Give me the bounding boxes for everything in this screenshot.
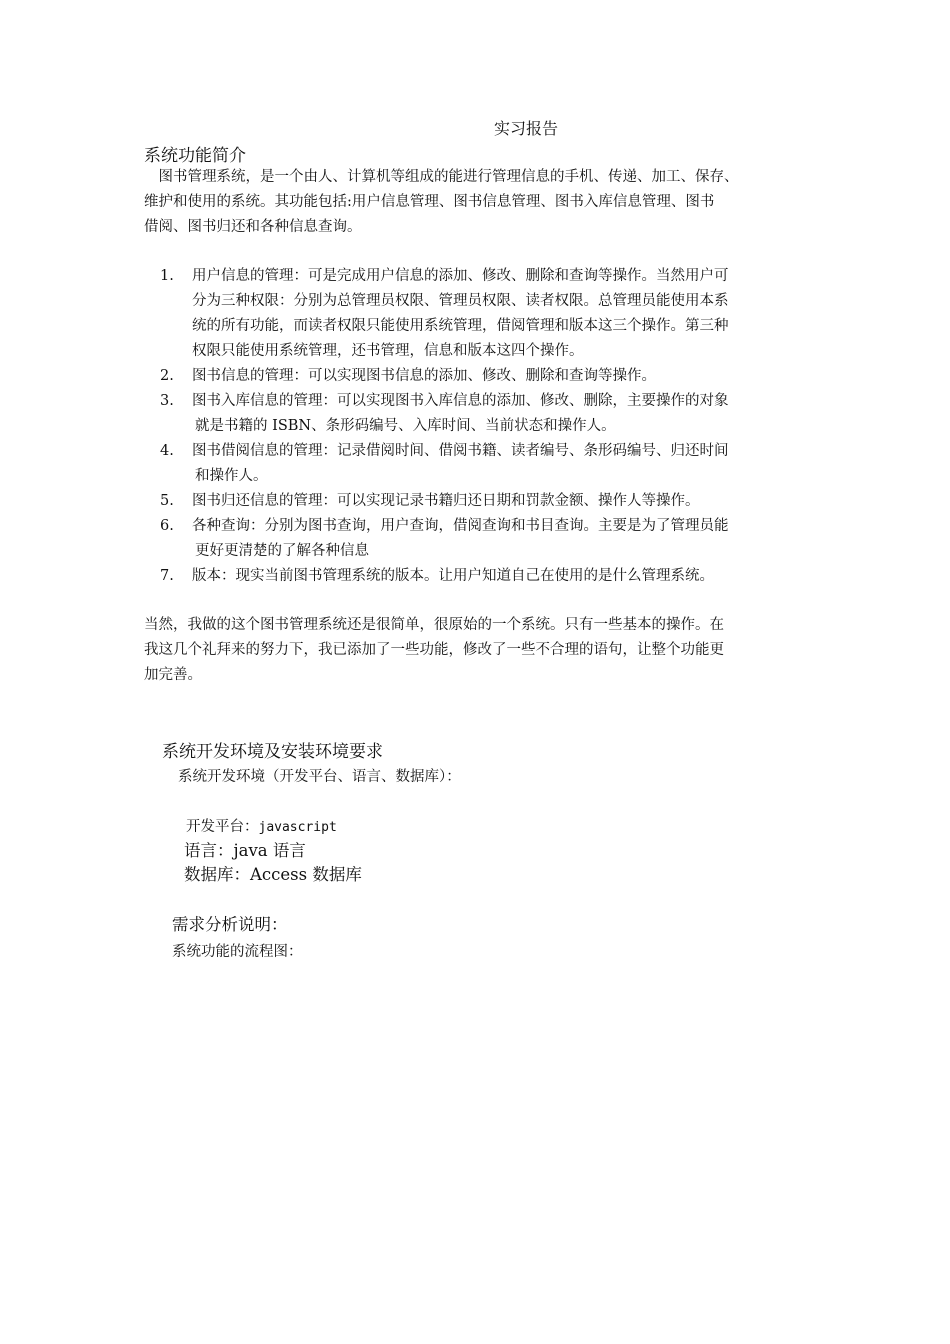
closing-line: 我这几个礼拜来的努力下，我已添加了一些功能，修改了一些不合理的语句，让整个功能更 [144,642,724,658]
feature-number: 6. [160,518,174,534]
feature-line: 分为三种权限：分别为总管理员权限、管理员权限、读者权限。总管理员能使用本系 [192,293,729,309]
feature-list [150,264,810,589]
feature-number: 5. [160,493,174,509]
feature-number: 1. [160,268,174,284]
feature-number: 7. [160,568,174,584]
feature-line: 各种查询：分别为图书查询，用户查询，借阅查询和书目查询。主要是为了管理员能 [192,518,729,534]
feature-line: 统的所有功能，而读者权限只能使用系统管理，借阅管理和版本这三个操作。第三种 [192,318,729,334]
feature-item [150,264,810,364]
intro-paragraph [144,165,808,240]
closing-paragraph [144,613,808,688]
intro-heading: 系统功能简介 [144,146,246,166]
intro-line: 借阅、图书归还和各种信息查询。 [144,219,362,235]
closing-line: 加完善。 [144,667,202,683]
intro-line: 图书管理系统，是一个由人、计算机等组成的能进行管理信息的手机、传递、加工、保存、 [144,169,739,185]
environment-subheading: 系统开发环境（开发平台、语言、数据库）： [178,769,461,785]
feature-item [150,514,810,564]
feature-item [150,364,810,389]
platform-line [186,815,337,836]
intro-line: 维护和使用的系统。其功能包括:用户信息管理、图书信息管理、图书入库信息管理、图书 [144,194,715,210]
language-line: 语言：java 语言 [184,841,306,860]
feature-line: 图书信息的管理：可以实现图书信息的添加、修改、删除和查询等操作。 [192,368,656,384]
feature-line: 和操作人。 [195,468,268,484]
feature-line: 图书归还信息的管理：可以实现记录书籍归还日期和罚款金额、操作人等操作。 [192,493,700,509]
closing-line: 当然，我做的这个图书管理系统还是很简单，很原始的一个系统。只有一些基本的操作。在 [144,617,724,633]
environment-heading: 系统开发环境及安装环境要求 [162,742,383,762]
feature-line: 更好更清楚的了解各种信息 [195,543,369,559]
platform-label: 开发平台： [186,819,259,835]
document-title: 实习报告 [494,119,559,138]
feature-number: 2. [160,368,174,384]
feature-line: 用户信息的管理：可是完成用户信息的添加、修改、删除和查询等操作。当然用户可 [192,268,729,284]
feature-line: 图书入库信息的管理：可以实现图书入库信息的添加、修改、删除，主要操作的对象 [192,393,729,409]
feature-line: 权限只能使用系统管理，还书管理，信息和版本这四个操作。 [192,343,584,359]
feature-line: 图书借阅信息的管理：记录借阅时间、借阅书籍、读者编号、条形码编号、归还时间 [192,443,729,459]
flowchart-label: 系统功能的流程图： [172,944,303,960]
feature-line: 版本：现实当前图书管理系统的版本。让用户知道自己在使用的是什么管理系统。 [192,568,714,584]
platform-value: javascript [258,820,337,835]
feature-item [150,439,810,489]
feature-number: 3. [160,393,174,409]
feature-item [150,564,810,589]
feature-line: 就是书籍的 ISBN、条形码编号、入库时间、当前状态和操作人。 [195,418,616,434]
feature-number: 4. [160,443,174,459]
feature-item [150,489,810,514]
requirements-heading: 需求分析说明： [172,915,288,934]
database-line: 数据库：Access 数据库 [184,865,362,884]
feature-item [150,389,810,439]
